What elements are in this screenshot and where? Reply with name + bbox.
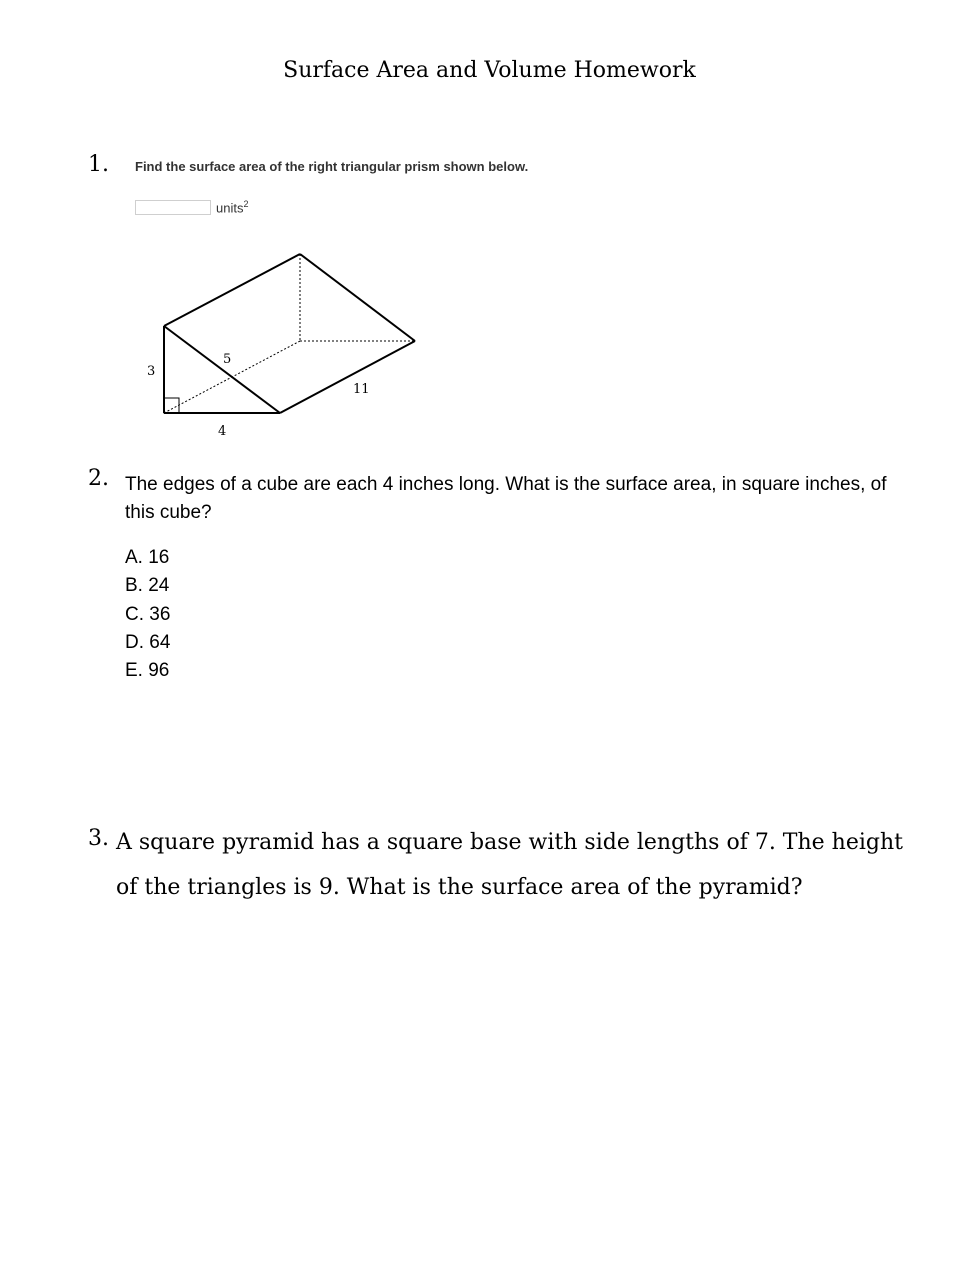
- prism-back-hypotenuse-edge: [300, 254, 415, 341]
- prism-hidden-length-edge: [164, 341, 300, 413]
- right-angle-marker: [164, 398, 179, 413]
- label-length: 11: [353, 382, 370, 397]
- question-3-text: A square pyramid has a square base with side lengths of 7. The height of the triangles is 9. What is the surface area of the pyramid?: [116, 830, 903, 900]
- question-2-choices: [125, 544, 170, 685]
- choice-a[interactable]: A. 16: [125, 547, 170, 568]
- prism-front-hypotenuse-edge: [164, 326, 280, 413]
- question-1-number: 1.: [88, 152, 109, 177]
- prism-top-left-edge: [164, 254, 300, 326]
- page-title: Surface Area and Volume Homework: [283, 58, 696, 83]
- units-text: units: [216, 200, 244, 216]
- prism-bottom-right-edge: [280, 341, 415, 413]
- question-1-prompt: Find the surface area of the right triangular prism shown below.: [135, 159, 529, 174]
- units-exponent: 2: [243, 199, 249, 209]
- question-3-number: 3.: [88, 826, 109, 851]
- choice-e[interactable]: E. 96: [125, 660, 170, 682]
- choice-b[interactable]: B. 24: [125, 575, 170, 597]
- choice-c[interactable]: C. 36: [125, 603, 171, 625]
- choice-d[interactable]: D. 64: [125, 631, 171, 653]
- question-2-text: The edges of a cube are each 4 inches long. What is the surface area, in square inches, of this cube?: [125, 474, 887, 523]
- question-2-number: 2.: [88, 466, 109, 491]
- label-base: 4: [218, 424, 227, 439]
- label-hypotenuse: 5: [223, 352, 232, 367]
- label-height: 3: [147, 364, 156, 379]
- triangular-prism-figure: [0, 0, 979, 460]
